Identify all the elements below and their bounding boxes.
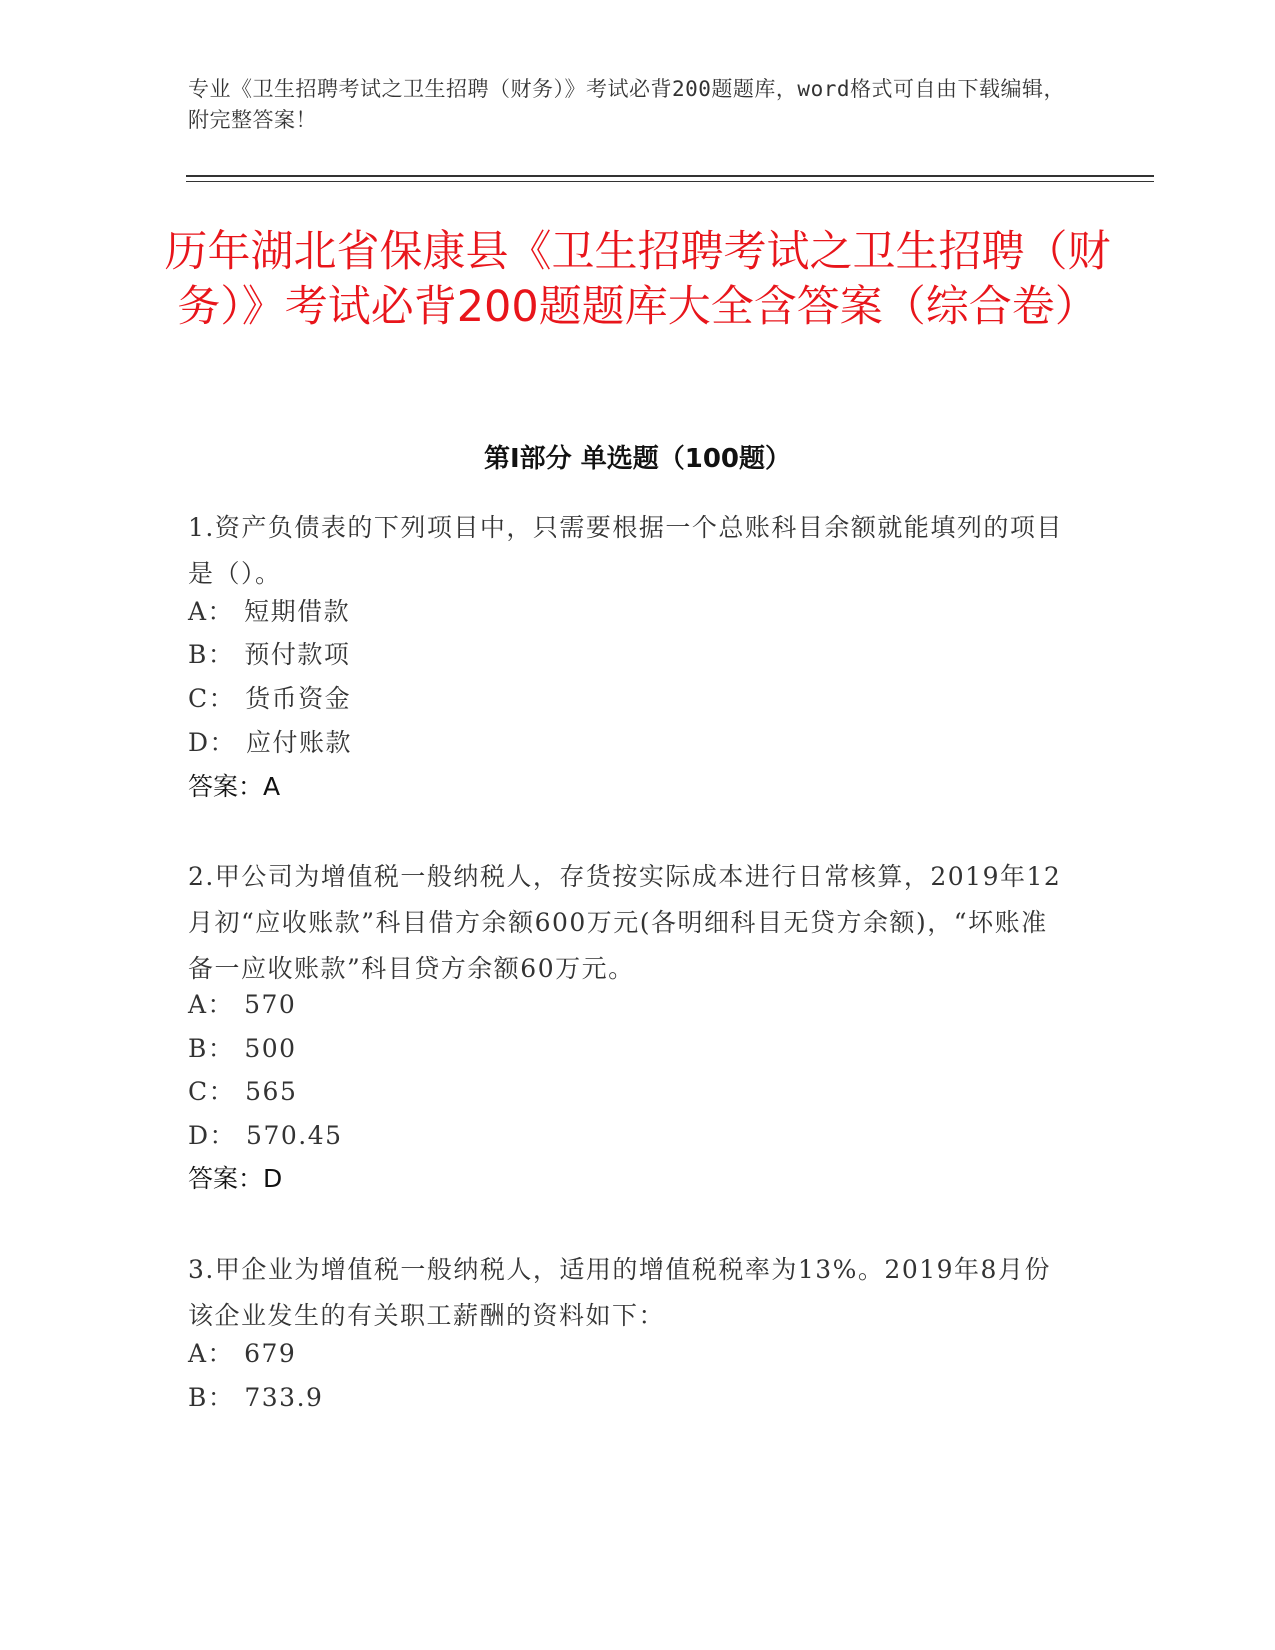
option-value: 733.9 bbox=[244, 1383, 324, 1412]
option-a bbox=[188, 1336, 296, 1372]
option-key: D： bbox=[188, 728, 237, 757]
option-b bbox=[188, 1380, 323, 1416]
option-d bbox=[188, 1118, 343, 1154]
option-c bbox=[188, 681, 351, 717]
question-text: 3.甲企业为增值税一般纳税人，适用的增值税税率为13%。2019年8月份该企业发生的有关职工薪酬的资料如下： bbox=[188, 1255, 1051, 1330]
question-text: 1.资产负债表的下列项目中，只需要根据一个总账科目余额就能填列的项目是（）。 bbox=[188, 513, 1063, 588]
option-b bbox=[188, 637, 350, 673]
option-a bbox=[188, 594, 350, 630]
document-title: 历年湖北省保康县《卫生招聘考试之卫生招聘（财务）》考试必背200题题库大全含答案（综合卷） bbox=[164, 227, 1111, 332]
header-divider-thin bbox=[186, 181, 1154, 182]
section-title: 第Ⅰ部分 单选题（100题） bbox=[484, 444, 791, 474]
header-note: 专业《卫生招聘考试之卫生招聘（财务）》考试必背200题题库，word格式可自由下载编辑，附完整答案！ bbox=[188, 77, 1065, 132]
option-value: 500 bbox=[244, 1034, 297, 1063]
option-b bbox=[188, 1031, 297, 1067]
option-value: 565 bbox=[245, 1077, 298, 1106]
header-divider-thick bbox=[186, 175, 1154, 177]
option-a bbox=[188, 987, 296, 1023]
option-d bbox=[188, 725, 352, 761]
option-value: 679 bbox=[244, 1339, 297, 1368]
option-key: B： bbox=[188, 1383, 235, 1412]
option-c bbox=[188, 1074, 297, 1110]
option-key: A： bbox=[188, 1339, 235, 1368]
option-value: 570 bbox=[244, 990, 297, 1019]
option-value: 应付账款 bbox=[246, 728, 353, 757]
option-key: A： bbox=[188, 597, 235, 626]
answer: 答案：A bbox=[188, 772, 281, 801]
option-value: 短期借款 bbox=[244, 597, 351, 626]
option-key: A： bbox=[188, 990, 235, 1019]
option-value: 570.45 bbox=[246, 1121, 343, 1150]
option-key: C： bbox=[188, 1077, 236, 1106]
option-key: C： bbox=[188, 684, 236, 713]
option-value: 预付款项 bbox=[244, 640, 351, 669]
option-key: B： bbox=[188, 640, 235, 669]
option-key: D： bbox=[188, 1121, 237, 1150]
answer: 答案：D bbox=[188, 1164, 283, 1193]
option-value: 货币资金 bbox=[245, 684, 352, 713]
option-key: B： bbox=[188, 1034, 235, 1063]
question-text: 2.甲公司为增值税一般纳税人，存货按实际成本进行日常核算，2019年12月初“应收账款”科目借方余额600万元(各明细科目无贷方余额)，“坏账准备一应收账款”科目贷方余额60万元。 bbox=[188, 862, 1062, 983]
